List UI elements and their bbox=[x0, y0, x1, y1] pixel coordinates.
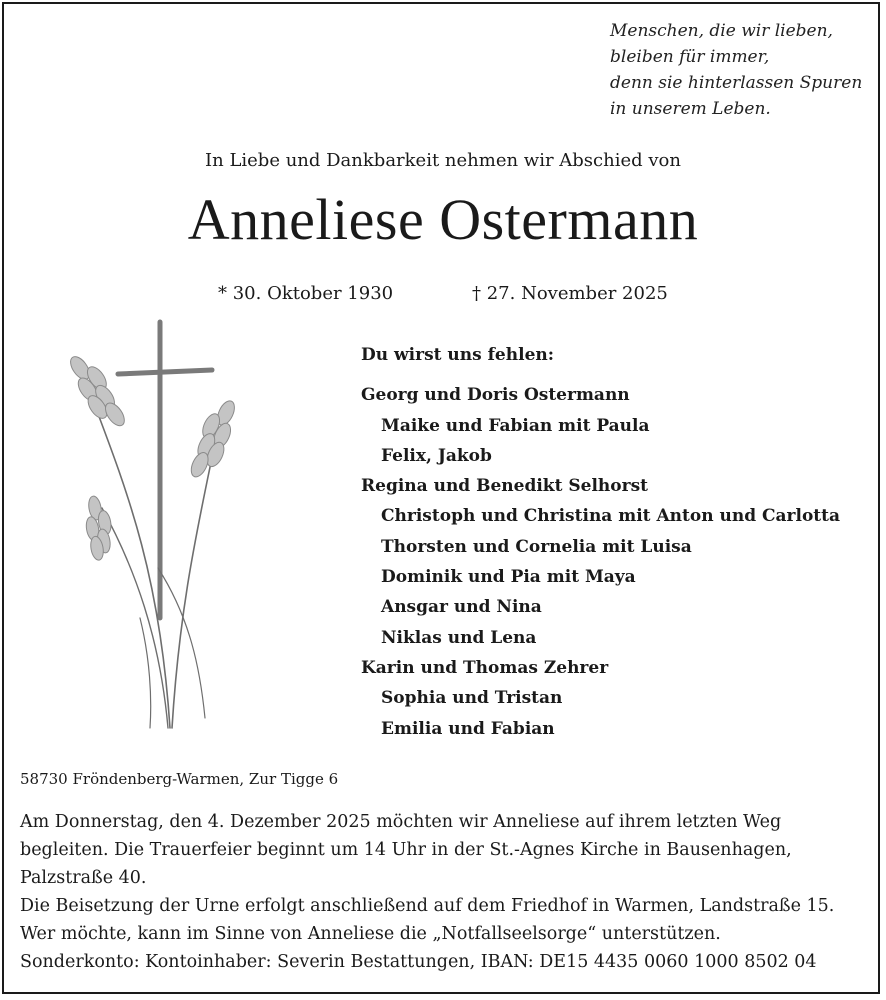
family-line: Karin und Thomas Zehrer bbox=[361, 657, 609, 678]
family-list bbox=[361, 340, 840, 744]
address: 58730 Fröndenberg-Warmen, Zur Tigge 6 bbox=[20, 770, 339, 788]
birth-date: * 30. Oktober 1930 bbox=[218, 283, 394, 304]
cross-with-wheat-icon bbox=[40, 318, 270, 738]
body-line: begleiten. Die Trauerfeier beginnt um 14 Uhr in der St.-Agnes Kirche in Bausenhagen, bbox=[20, 840, 792, 860]
body-line: Am Donnerstag, den 4. Dezember 2025 möchten wir Anneliese auf ihrem letzten Weg bbox=[20, 812, 782, 832]
death-date: † 27. November 2025 bbox=[472, 283, 668, 304]
family-heading: Du wirst uns fehlen: bbox=[361, 345, 555, 365]
poem-line: Menschen, die wir lieben, bbox=[610, 21, 833, 41]
family-line: Georg und Doris Ostermann bbox=[361, 385, 630, 406]
family-line: Emilia und Fabian bbox=[381, 718, 555, 739]
family-line: Dominik und Pia mit Maya bbox=[381, 567, 636, 588]
family-line: Niklas und Lena bbox=[381, 627, 537, 648]
family-line: Maike und Fabian mit Paula bbox=[381, 415, 650, 436]
body-line: Die Beisetzung der Urne erfolgt anschließend auf dem Friedhof in Warmen, Landstraße 15. bbox=[20, 896, 835, 916]
family-line: Christoph und Christina mit Anton und Carlotta bbox=[381, 506, 841, 527]
service-details bbox=[20, 808, 870, 976]
body-line: Sonderkonto: Kontoinhaber: Severin Bestattungen, IBAN: DE15 4435 0060 1000 8502 04 bbox=[20, 952, 817, 972]
family-line: Thorsten und Cornelia mit Luisa bbox=[381, 536, 692, 557]
family-line: Ansgar und Nina bbox=[381, 597, 542, 618]
poem bbox=[610, 18, 862, 122]
body-line: Palzstraße 40. bbox=[20, 868, 147, 888]
poem-line: denn sie hinterlassen Spuren bbox=[610, 73, 863, 93]
poem-line: in unserem Leben. bbox=[610, 99, 771, 119]
family-line: Regina und Benedikt Selhorst bbox=[361, 476, 648, 497]
body-line: Wer möchte, kann im Sinne von Anneliese die „Notfallseelsorge“ unterstützen. bbox=[20, 924, 721, 944]
deceased-name: Anneliese Ostermann bbox=[187, 187, 699, 252]
poem-line: bleiben für immer, bbox=[610, 47, 770, 67]
family-line: Felix, Jakob bbox=[381, 445, 492, 466]
intro-text: In Liebe und Dankbarkeit nehmen wir Abschied von bbox=[205, 150, 681, 171]
family-line: Sophia und Tristan bbox=[381, 688, 563, 709]
